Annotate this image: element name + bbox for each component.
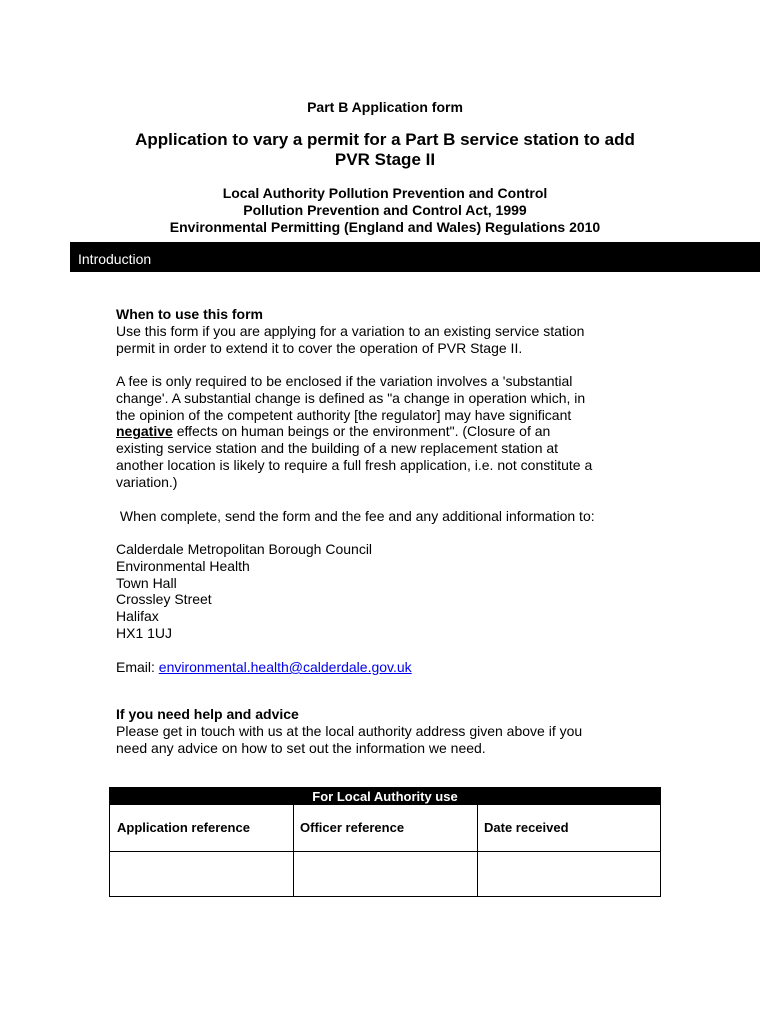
- officer-reference-header: Officer reference: [300, 820, 405, 835]
- address-line: Crossley Street: [116, 591, 212, 608]
- officer-reference-field[interactable]: [293, 852, 477, 897]
- negative-emphasis: negative: [116, 423, 173, 440]
- local-authority-use-table: [109, 787, 661, 897]
- subtitle-line: Local Authority Pollution Prevention and Control: [222, 185, 548, 201]
- date-received-header: Date received: [484, 820, 569, 835]
- when-to-use-line: permit in order to extend it to cover the operation of PVR Stage II.: [116, 339, 523, 356]
- application-reference-field[interactable]: [110, 852, 293, 897]
- help-line: Please get in touch with us at the local authority address given above if you: [116, 722, 583, 739]
- email-row: [116, 659, 676, 676]
- help-line: need any advice on how to set out the information we need.: [116, 739, 486, 756]
- email-link[interactable]: environmental.health@calderdale.gov.uk: [158, 659, 412, 675]
- help-heading: If you need help and advice: [116, 706, 299, 722]
- la-table-title: For Local Authority use: [110, 788, 660, 805]
- legislation-subtitle: [0, 185, 770, 236]
- email-label: Email:: [116, 659, 159, 675]
- address-line: HX1 1UJ: [116, 624, 173, 641]
- application-reference-header: Application reference: [117, 820, 250, 835]
- when-to-use-heading: When to use this form: [116, 306, 263, 322]
- when-to-use-block: [116, 306, 676, 356]
- fee-paragraph: [116, 373, 676, 491]
- section-header-introduction: Introduction: [70, 242, 760, 272]
- address-block: [116, 541, 676, 642]
- title-line-1: Application to vary a permit for a Part B service station to add: [135, 130, 635, 149]
- subtitle-line: Pollution Prevention and Control Act, 1999: [243, 202, 527, 218]
- date-received-field[interactable]: [477, 852, 660, 897]
- fee-line: existing service station and the building of a new replacement station at: [116, 440, 559, 457]
- title-line-2: PVR Stage II: [334, 150, 436, 169]
- help-block: [116, 706, 676, 756]
- fee-line: variation.): [116, 473, 178, 490]
- page-title: [0, 130, 770, 170]
- fee-line: [116, 423, 676, 440]
- fee-line-rest: effects on human beings or the environment". (Closure of an: [172, 423, 551, 440]
- fee-line: the opinion of the competent authority [the regulator] may have significant: [116, 406, 572, 423]
- fee-line: another location is likely to require a full fresh application, i.e. not constitute a: [116, 456, 593, 473]
- address-line: Halifax: [116, 608, 159, 625]
- fee-line: change'. A substantial change is defined as "a change in operation which, in: [116, 389, 586, 406]
- when-to-use-line: Use this form if you are applying for a variation to an existing service station: [116, 322, 585, 339]
- subtitle-line: Environmental Permitting (England and Wales) Regulations 2010: [169, 219, 601, 235]
- address-line: Calderdale Metropolitan Borough Council: [116, 541, 373, 557]
- fee-line: A fee is only required to be enclosed if the variation involves a 'substantial: [116, 373, 573, 389]
- send-instructions: When complete, send the form and the fee and any additional information to:: [116, 508, 595, 524]
- address-line: Environmental Health: [116, 557, 250, 574]
- address-line: Town Hall: [116, 574, 177, 591]
- form-label: Part B Application form: [307, 99, 463, 115]
